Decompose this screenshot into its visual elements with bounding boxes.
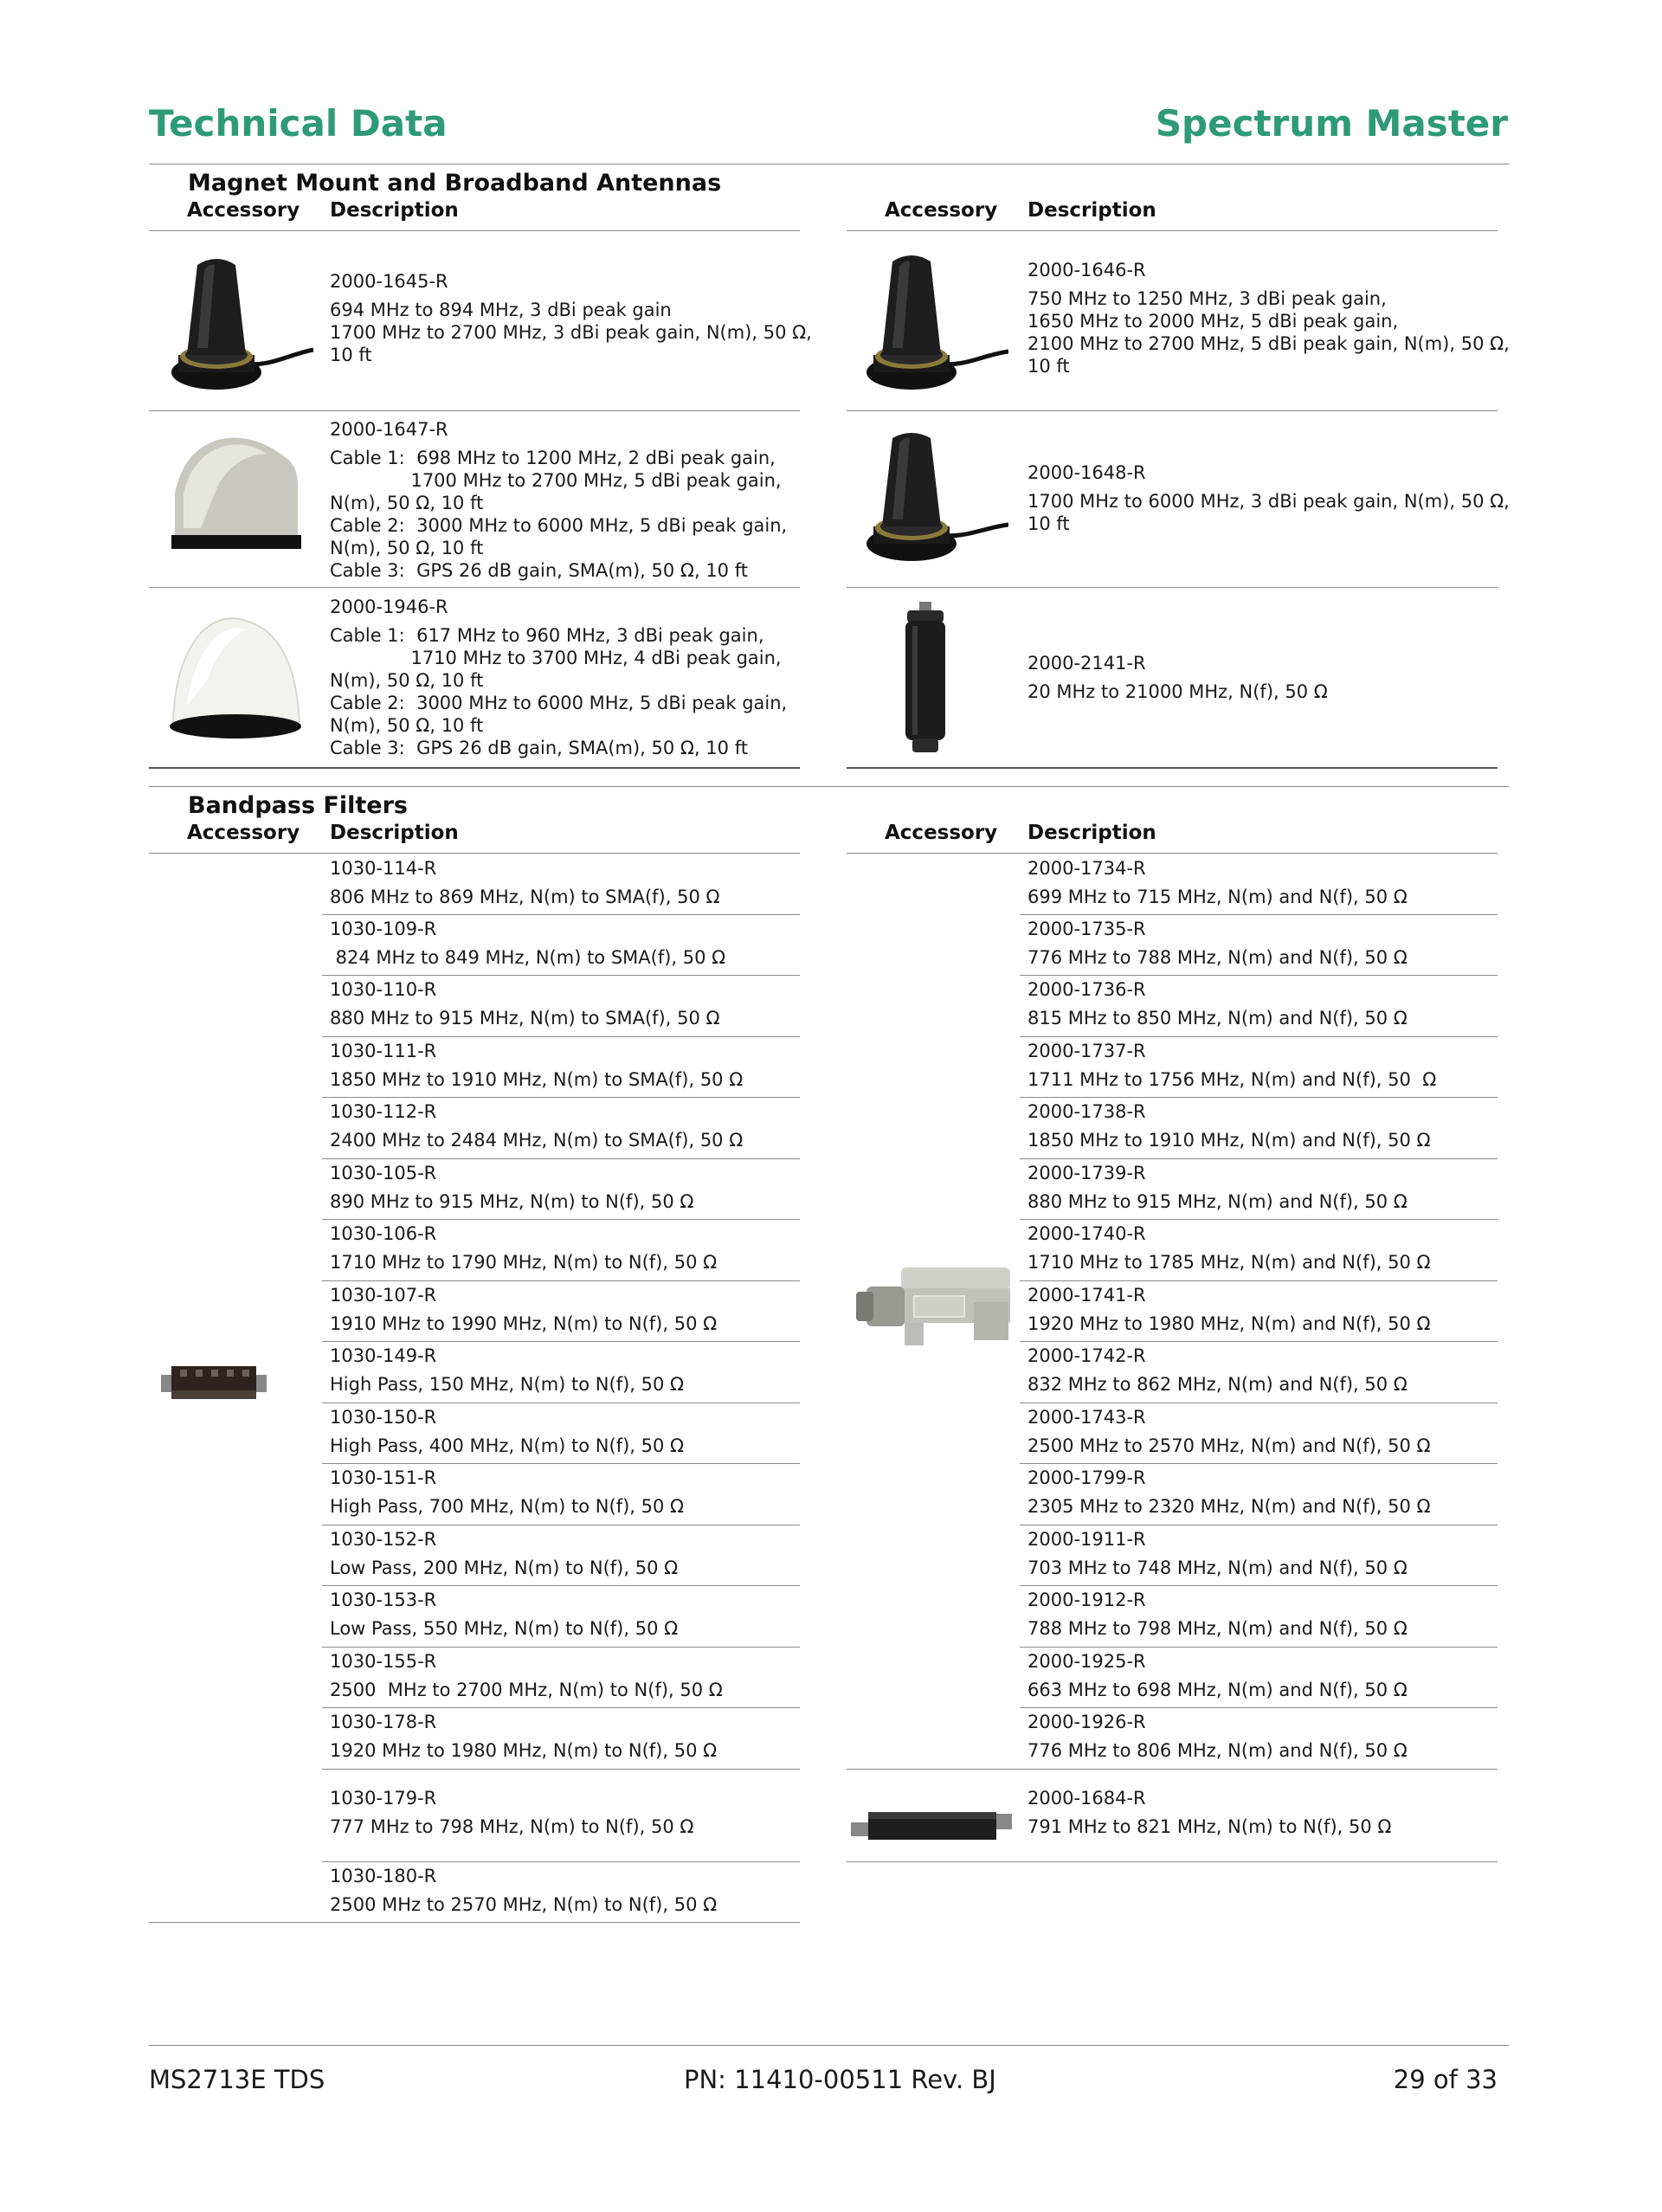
filter-description: 777 MHz to 798 MHz, N(m) to N(f), 50 Ω <box>330 1816 694 1837</box>
row-divider <box>1020 975 1498 976</box>
part-number: 1030-150-R <box>330 1407 437 1428</box>
filter-description: 1850 MHz to 1910 MHz, N(m) to SMA(f), 50 Ω <box>330 1069 744 1090</box>
part-number: 2000-1739-R <box>1027 1163 1146 1183</box>
filters-title: Bandpass Filters <box>188 792 408 819</box>
filters-col-accessory-left: Accessory <box>187 822 300 844</box>
spec-line: 2100 MHz to 2700 MHz, 5 dBi peak gain, N(m), 50 Ω, <box>1027 333 1510 354</box>
spec-line: 10 ft <box>1027 356 1070 377</box>
filter-row <box>1027 1345 1408 1396</box>
row-divider <box>847 1769 1498 1770</box>
filter-row <box>330 1040 743 1091</box>
puck-antenna-image <box>861 251 1008 397</box>
spec-line: 20 MHz to 21000 MHz, N(f), 50 Ω <box>1027 681 1328 702</box>
spec-line: 10 ft <box>1027 513 1070 534</box>
filter-description: Low Pass, 200 MHz, N(m) to N(f), 50 Ω <box>330 1557 679 1578</box>
antenna-entry-1647 <box>330 418 787 582</box>
product-name: Spectrum Master <box>1155 102 1508 145</box>
part-number: 2000-1912-R <box>1027 1590 1146 1610</box>
part-number: 1030-112-R <box>330 1101 437 1122</box>
spec-line: Cable 1: 617 MHz to 960 MHz, 3 dBi peak gain, <box>330 625 764 646</box>
filter-description: 788 MHz to 798 MHz, N(m) and N(f), 50 Ω <box>1027 1618 1408 1639</box>
part-number: 2000-1645-R <box>330 271 448 292</box>
part-number: 2000-2141-R <box>1027 653 1146 674</box>
filter-description: 880 MHz to 915 MHz, N(m) and N(f), 50 Ω <box>1027 1191 1408 1212</box>
row-divider <box>1020 1280 1498 1281</box>
spec-line: Cable 2: 3000 MHz to 6000 MHz, 5 dBi peak gain, <box>330 515 788 536</box>
filter-description: 1710 MHz to 1790 MHz, N(m) to N(f), 50 Ω <box>330 1252 718 1273</box>
filters-header-rule-left <box>149 853 800 854</box>
antennas-header-rule-left <box>149 230 800 231</box>
filters-col-description-left: Description <box>330 822 459 844</box>
puck-antenna-image <box>861 433 1008 578</box>
antenna-entry-2141 <box>1027 652 1328 703</box>
part-number-revision: PN: 11410-00511 Rev. BJ <box>684 2065 996 2094</box>
filter-description: 832 MHz to 862 MHz, N(m) and N(f), 50 Ω <box>1027 1374 1408 1395</box>
filter-row <box>330 1711 717 1762</box>
row-divider <box>322 1647 800 1648</box>
filter-description: High Pass, 150 MHz, N(m) to N(f), 50 Ω <box>330 1374 685 1395</box>
spec-line: Cable 3: GPS 26 dB gain, SMA(m), 50 Ω, 10 ft <box>330 560 748 581</box>
row-divider <box>322 1769 800 1770</box>
filter-description: 824 MHz to 849 MHz, N(m) to SMA(f), 50 Ω <box>330 947 726 968</box>
part-number: 2000-1646-R <box>1027 260 1146 281</box>
filter-row <box>330 1222 717 1274</box>
filter-row <box>1027 1711 1408 1762</box>
part-number: 2000-1741-R <box>1027 1285 1146 1306</box>
spec-line: 750 MHz to 1250 MHz, 3 dBi peak gain, <box>1027 288 1387 309</box>
inline-filter-image <box>851 1802 1012 1850</box>
filter-row <box>330 1345 684 1396</box>
row-divider <box>1020 914 1498 915</box>
filter-row <box>330 857 720 908</box>
part-number: 1030-149-R <box>330 1345 437 1366</box>
part-number: 2000-1647-R <box>330 419 448 440</box>
filter-row <box>330 1650 723 1701</box>
filter-row <box>1027 1222 1431 1274</box>
filter-description: 880 MHz to 915 MHz, N(m) to SMA(f), 50 Ω <box>330 1008 720 1029</box>
filter-description: High Pass, 700 MHz, N(m) to N(f), 50 Ω <box>330 1496 685 1517</box>
filter-description: 1711 MHz to 1756 MHz, N(m) and N(f), 50 Ω <box>1027 1069 1437 1090</box>
filter-description: 2305 MHz to 2320 MHz, N(m) and N(f), 50 Ω <box>1027 1496 1431 1517</box>
part-number: 2000-1736-R <box>1027 979 1146 1000</box>
row-divider <box>1020 1463 1498 1464</box>
part-number: 1030-180-R <box>330 1866 437 1886</box>
cylinder-antenna-image <box>900 602 952 758</box>
filter-description: 890 MHz to 915 MHz, N(m) to N(f), 50 Ω <box>330 1191 694 1212</box>
row-divider <box>322 1585 800 1586</box>
filter-row <box>330 1406 684 1457</box>
filter-description: 2400 MHz to 2484 MHz, N(m) to SMA(f), 50 Ω <box>330 1130 744 1151</box>
part-number: 2000-1925-R <box>1027 1651 1146 1672</box>
row-divider <box>847 587 1498 588</box>
part-number: 1030-179-R <box>330 1788 437 1809</box>
row-divider <box>322 1341 800 1342</box>
filter-row <box>1027 1406 1431 1457</box>
filter-description: 663 MHz to 698 MHz, N(m) and N(f), 50 Ω <box>1027 1680 1408 1700</box>
part-number: 2000-1743-R <box>1027 1407 1146 1428</box>
spec-line: Cable 2: 3000 MHz to 6000 MHz, 5 dBi peak gain, <box>330 693 788 713</box>
filter-description: 703 MHz to 748 MHz, N(m) and N(f), 50 Ω <box>1027 1557 1408 1578</box>
part-number: 2000-1684-R <box>1027 1788 1146 1809</box>
spec-line: N(m), 50 Ω, 10 ft <box>330 538 484 558</box>
spec-line: Cable 1: 698 MHz to 1200 MHz, 2 dBi peak gain, <box>330 448 776 468</box>
row-divider <box>1020 1097 1498 1098</box>
filter-row <box>1027 1467 1431 1518</box>
row-divider <box>1020 1707 1498 1708</box>
filter-row <box>1027 857 1408 908</box>
filter-row <box>330 1865 717 1916</box>
page-number: 29 of 33 <box>1393 2065 1498 2094</box>
part-number: 1030-153-R <box>330 1590 437 1610</box>
antennas-col-description-left: Description <box>330 199 459 222</box>
filters-col-description-right: Description <box>1027 822 1156 844</box>
antenna-entry-1946 <box>330 596 787 759</box>
row-divider <box>1020 1585 1498 1586</box>
row-divider <box>322 1707 800 1708</box>
part-number: 1030-111-R <box>330 1041 437 1061</box>
row-divider <box>322 914 800 915</box>
filter-description: 791 MHz to 821 MHz, N(m) to N(f), 50 Ω <box>1027 1816 1392 1837</box>
part-number: 1030-107-R <box>330 1285 437 1306</box>
filter-row <box>1027 978 1408 1029</box>
row-divider <box>149 410 800 411</box>
dome-antenna-image <box>166 433 305 563</box>
white-dome-antenna-image <box>166 610 305 749</box>
row-divider <box>322 1097 800 1098</box>
filter-row <box>330 1589 678 1640</box>
part-number: 2000-1799-R <box>1027 1467 1146 1488</box>
part-number: 1030-178-R <box>330 1712 437 1732</box>
antennas-header-rule-right <box>847 230 1498 231</box>
filter-description: 806 MHz to 869 MHz, N(m) to SMA(f), 50 Ω <box>330 887 720 907</box>
row-divider <box>322 1219 800 1220</box>
row-divider <box>322 1463 800 1464</box>
document-id: MS2713E TDS <box>149 2065 325 2094</box>
filter-row <box>1027 1589 1408 1640</box>
spec-line: 10 ft <box>330 345 372 365</box>
part-number: 2000-1735-R <box>1027 919 1146 939</box>
part-number: 2000-1742-R <box>1027 1345 1146 1366</box>
row-divider <box>322 975 800 976</box>
row-divider <box>1020 1219 1498 1220</box>
filter-description: 776 MHz to 788 MHz, N(m) and N(f), 50 Ω <box>1027 947 1408 968</box>
section-bottom-rule <box>847 1861 1498 1862</box>
row-divider <box>322 1158 800 1159</box>
filter-row <box>330 978 720 1029</box>
cavity-filter-image <box>853 1262 1014 1351</box>
filter-description: 1920 MHz to 1980 MHz, N(m) to N(f), 50 Ω <box>330 1740 718 1761</box>
filter-description: 1910 MHz to 1990 MHz, N(m) to N(f), 50 Ω <box>330 1313 718 1334</box>
part-number: 1030-110-R <box>330 979 437 1000</box>
section-bottom-rule <box>149 1922 800 1923</box>
antenna-entry-1648 <box>1027 461 1510 535</box>
row-divider <box>149 767 800 769</box>
row-divider <box>847 767 1498 769</box>
filters-col-accessory-right: Accessory <box>885 822 998 844</box>
row-divider <box>322 1036 800 1037</box>
part-number: 1030-106-R <box>330 1223 437 1244</box>
part-number: 1030-155-R <box>330 1651 437 1672</box>
filter-description: 2500 MHz to 2570 MHz, N(m) and N(f), 50 Ω <box>1027 1435 1431 1456</box>
filter-row <box>330 1467 684 1518</box>
spec-line: 1650 MHz to 2000 MHz, 5 dBi peak gain, <box>1027 311 1399 332</box>
filter-description: 776 MHz to 806 MHz, N(m) and N(f), 50 Ω <box>1027 1740 1408 1761</box>
filter-row <box>1027 1100 1431 1151</box>
filter-row <box>1027 1162 1408 1213</box>
filter-description: Low Pass, 550 MHz, N(m) to N(f), 50 Ω <box>330 1618 679 1639</box>
part-number: 1030-152-R <box>330 1529 437 1550</box>
section-heading: Technical Data <box>149 102 448 145</box>
part-number: 2000-1926-R <box>1027 1712 1146 1732</box>
filter-description: 815 MHz to 850 MHz, N(m) and N(f), 50 Ω <box>1027 1008 1408 1029</box>
filters-header-rule-right <box>847 853 1498 854</box>
row-divider <box>322 1861 800 1862</box>
filter-row <box>330 918 725 969</box>
spec-line: N(m), 50 Ω, 10 ft <box>330 670 484 691</box>
antennas-col-description-right: Description <box>1027 199 1156 222</box>
spec-line: 1700 MHz to 2700 MHz, 3 dBi peak gain, N(m), 50 Ω, <box>330 322 812 343</box>
antennas-title: Magnet Mount and Broadband Antennas <box>188 170 722 197</box>
filter-row <box>330 1162 693 1213</box>
part-number: 1030-151-R <box>330 1467 437 1488</box>
bandpass-filter-image <box>161 1358 267 1406</box>
spec-line: 1710 MHz to 3700 MHz, 4 dBi peak gain, <box>330 648 782 668</box>
filter-description: High Pass, 400 MHz, N(m) to N(f), 50 Ω <box>330 1435 685 1456</box>
part-number: 2000-1946-R <box>330 597 448 617</box>
row-divider <box>1020 1036 1498 1037</box>
spec-line: 1700 MHz to 6000 MHz, 3 dBi peak gain, N(m), 50 Ω, <box>1027 491 1510 512</box>
spec-line: N(m), 50 Ω, 10 ft <box>330 715 484 736</box>
filter-description: 1850 MHz to 1910 MHz, N(m) and N(f), 50 Ω <box>1027 1130 1431 1151</box>
filter-description: 699 MHz to 715 MHz, N(m) and N(f), 50 Ω <box>1027 887 1408 907</box>
filter-description: 2500 MHz to 2570 MHz, N(m) to N(f), 50 Ω <box>330 1894 718 1915</box>
filter-row <box>1027 1787 1391 1838</box>
part-number: 2000-1648-R <box>1027 462 1146 483</box>
row-divider <box>149 587 800 588</box>
row-divider <box>1020 1341 1498 1342</box>
row-divider <box>322 1280 800 1281</box>
spec-line: 1700 MHz to 2700 MHz, 5 dBi peak gain, <box>330 470 782 491</box>
row-divider <box>847 410 1498 411</box>
row-divider <box>1020 1158 1498 1159</box>
filter-row <box>330 1787 693 1838</box>
part-number: 2000-1734-R <box>1027 858 1146 879</box>
filter-row <box>1027 1528 1408 1579</box>
spec-line: Cable 3: GPS 26 dB gain, SMA(m), 50 Ω, 10 ft <box>330 738 748 758</box>
part-number: 2000-1740-R <box>1027 1223 1146 1244</box>
part-number: 1030-109-R <box>330 919 437 939</box>
antenna-entry-1645 <box>330 270 812 366</box>
row-divider <box>1020 1647 1498 1648</box>
part-number: 1030-105-R <box>330 1163 437 1183</box>
filter-description: 2500 MHz to 2700 MHz, N(m) to N(f), 50 Ω <box>330 1680 723 1700</box>
section-rule <box>149 786 1509 787</box>
filter-row <box>330 1100 743 1151</box>
antenna-entry-1646 <box>1027 259 1510 377</box>
filter-description: 1710 MHz to 1785 MHz, N(m) and N(f), 50 Ω <box>1027 1252 1431 1273</box>
spec-line: N(m), 50 Ω, 10 ft <box>330 493 484 513</box>
puck-antenna-image <box>166 253 313 398</box>
filter-row <box>1027 1284 1431 1335</box>
spec-line: 694 MHz to 894 MHz, 3 dBi peak gain <box>330 300 672 320</box>
filter-row <box>1027 1650 1408 1701</box>
antennas-col-accessory-right: Accessory <box>885 199 998 222</box>
part-number: 2000-1911-R <box>1027 1529 1146 1550</box>
filter-description: 1920 MHz to 1980 MHz, N(m) and N(f), 50 Ω <box>1027 1313 1431 1334</box>
filter-row <box>1027 918 1408 969</box>
part-number: 2000-1738-R <box>1027 1101 1146 1122</box>
part-number: 1030-114-R <box>330 858 437 879</box>
filter-row <box>330 1284 717 1335</box>
footer-rule <box>149 2045 1509 2046</box>
filter-row <box>330 1528 678 1579</box>
antennas-col-accessory-left: Accessory <box>187 199 300 222</box>
part-number: 2000-1737-R <box>1027 1041 1146 1061</box>
filter-row <box>1027 1040 1436 1091</box>
